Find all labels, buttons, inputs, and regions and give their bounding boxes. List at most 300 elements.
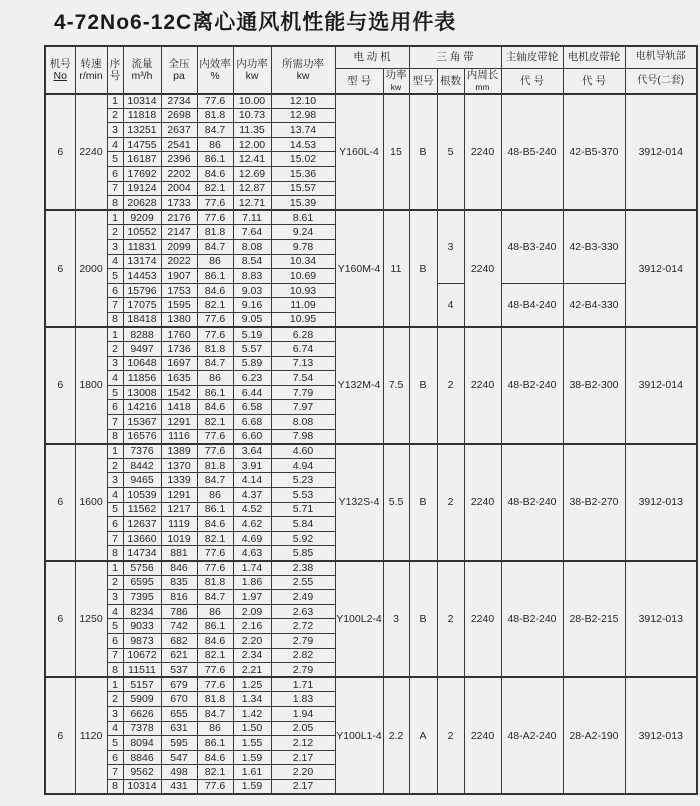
speed-label: 转速: [80, 57, 102, 70]
seq-cell: 1: [107, 94, 123, 109]
flow-cell: 6626: [123, 706, 161, 721]
belt-count-cell: 2: [437, 677, 464, 794]
seq-cell: 7: [107, 765, 123, 780]
seq-cell: 1: [107, 444, 123, 459]
col-header-main-pulley-code: 代 号: [501, 68, 563, 94]
internal-power-cell: 7.11: [233, 210, 271, 225]
seq-cell: 7: [107, 648, 123, 663]
pressure-cell: 881: [161, 546, 197, 561]
seq-cell: 6: [107, 517, 123, 532]
col-header-motor-group: 电 动 机: [335, 46, 409, 68]
seq-cell: 5: [107, 502, 123, 517]
motor-model-cell: Y132M-4: [335, 327, 383, 444]
required-power-cell: 2.20: [271, 765, 335, 780]
internal-power-cell: 12.71: [233, 196, 271, 211]
internal-power-cell: 12.69: [233, 166, 271, 181]
machine-no-cell: 6: [45, 327, 75, 444]
pressure-cell: 2022: [161, 254, 197, 269]
efficiency-cell: 77.6: [197, 663, 233, 678]
motor-model-cell: Y160M-4: [335, 210, 383, 327]
seq-cell: 5: [107, 269, 123, 284]
internal-power-cell: 9.16: [233, 298, 271, 313]
flow-cell: 19124: [123, 181, 161, 196]
required-power-cell: 2.17: [271, 750, 335, 765]
required-power-cell: 5.53: [271, 488, 335, 503]
efficiency-cell: 77.6: [197, 561, 233, 576]
flow-cell: 10648: [123, 356, 161, 371]
pressure-cell: 2147: [161, 225, 197, 240]
flow-cell: 11562: [123, 502, 161, 517]
internal-power-cell: 5.19: [233, 327, 271, 342]
internal-power-cell: 12.00: [233, 137, 271, 152]
internal-power-cell: 2.21: [233, 663, 271, 678]
flow-cell: 11818: [123, 108, 161, 123]
required-power-cell: 2.49: [271, 590, 335, 605]
pressure-cell: 595: [161, 736, 197, 751]
flow-label: 流量: [131, 57, 153, 70]
internal-power-cell: 3.91: [233, 458, 271, 473]
required-power-cell: 2.79: [271, 663, 335, 678]
internal-power-cell: 1.59: [233, 779, 271, 794]
required-power-unit: kw: [296, 69, 310, 82]
flow-cell: 9562: [123, 765, 161, 780]
speed-cell: 1600: [75, 444, 107, 561]
required-power-cell: 7.79: [271, 385, 335, 400]
efficiency-cell: 84.6: [197, 750, 233, 765]
col-header-belt-length: [464, 68, 501, 94]
internal-power-cell: 8.83: [233, 269, 271, 284]
required-power-cell: 2.17: [271, 779, 335, 794]
required-power-cell: 14.53: [271, 137, 335, 152]
motor-power-cell: 3: [383, 561, 409, 678]
required-power-cell: 6.28: [271, 327, 335, 342]
pressure-cell: 631: [161, 721, 197, 736]
internal-power-cell: 6.68: [233, 415, 271, 430]
efficiency-cell: 77.6: [197, 429, 233, 444]
pressure-cell: 547: [161, 750, 197, 765]
pressure-cell: 2734: [161, 94, 197, 109]
pressure-cell: 498: [161, 765, 197, 780]
efficiency-cell: 86.1: [197, 269, 233, 284]
pressure-cell: 1217: [161, 502, 197, 517]
pressure-cell: 1291: [161, 415, 197, 430]
internal-power-cell: 1.42: [233, 706, 271, 721]
flow-cell: 10314: [123, 94, 161, 109]
belt-model-cell: B: [409, 561, 437, 678]
page-title: 4-72No6-12C离心通风机性能与选用件表: [54, 11, 457, 34]
main-pulley-cell: 48-A2-240: [501, 677, 563, 794]
efficiency-cell: 82.1: [197, 648, 233, 663]
belt-model-cell: B: [409, 94, 437, 211]
required-power-cell: 5.71: [271, 502, 335, 517]
required-power-cell: 2.38: [271, 561, 335, 576]
pressure-cell: 1753: [161, 283, 197, 298]
seq-cell: 1: [107, 677, 123, 692]
internal-power-cell: 1.86: [233, 575, 271, 590]
flow-cell: 9033: [123, 619, 161, 634]
belt-length-cell: 2240: [464, 327, 501, 444]
required-power-cell: 2.79: [271, 633, 335, 648]
flow-unit: m³/h: [131, 69, 153, 82]
seq-cell: 8: [107, 312, 123, 327]
required-power-cell: 2.05: [271, 721, 335, 736]
required-power-cell: 8.61: [271, 210, 335, 225]
efficiency-cell: 86: [197, 371, 233, 386]
pressure-cell: 670: [161, 692, 197, 707]
internal-power-cell: 8.08: [233, 239, 271, 254]
seq-cell: 3: [107, 473, 123, 488]
flow-cell: 11511: [123, 663, 161, 678]
seq-cell: 3: [107, 123, 123, 138]
col-header-belt-model: 型号: [409, 68, 437, 94]
required-power-cell: 8.08: [271, 415, 335, 430]
required-power-cell: 4.94: [271, 458, 335, 473]
col-header-required-power: [271, 46, 335, 94]
seq-label-1: 序: [109, 57, 121, 70]
flow-cell: 14453: [123, 269, 161, 284]
seq-cell: 1: [107, 327, 123, 342]
seq-cell: 8: [107, 546, 123, 561]
belt-length-cell: 2240: [464, 444, 501, 561]
efficiency-cell: 84.7: [197, 123, 233, 138]
flow-cell: 7395: [123, 590, 161, 605]
required-power-cell: 1.71: [271, 677, 335, 692]
motor-power-label: 功率: [385, 68, 407, 81]
col-header-rail: 电机导轨部: [625, 46, 697, 68]
flow-cell: 8846: [123, 750, 161, 765]
seq-cell: 2: [107, 108, 123, 123]
pressure-cell: 621: [161, 648, 197, 663]
required-power-cell: 15.36: [271, 166, 335, 181]
machine-no-cell: 6: [45, 94, 75, 211]
col-header-motor-pulley: 电机皮带轮: [563, 46, 625, 68]
efficiency-cell: 86.1: [197, 736, 233, 751]
table-row: [45, 677, 697, 692]
pressure-cell: 846: [161, 561, 197, 576]
col-header-flow: [123, 46, 161, 94]
required-power-cell: 2.82: [271, 648, 335, 663]
internal-power-cell: 4.63: [233, 546, 271, 561]
internal-power-cell: 2.34: [233, 648, 271, 663]
internal-power-cell: 6.44: [233, 385, 271, 400]
seq-cell: 4: [107, 488, 123, 503]
belt-count-cell: 3: [437, 210, 464, 283]
internal-power-cell: 10.73: [233, 108, 271, 123]
pressure-cell: 1119: [161, 517, 197, 532]
internal-power-cell: 1.55: [233, 736, 271, 751]
seq-cell: 4: [107, 604, 123, 619]
internal-power-cell: 10.00: [233, 94, 271, 109]
internal-power-unit: kw: [245, 69, 259, 82]
flow-cell: 16187: [123, 152, 161, 167]
machine-no-unit: No: [53, 69, 67, 82]
required-power-cell: 12.10: [271, 94, 335, 109]
seq-cell: 1: [107, 210, 123, 225]
machine-no-cell: 6: [45, 561, 75, 678]
required-power-cell: 13.74: [271, 123, 335, 138]
efficiency-cell: 77.6: [197, 327, 233, 342]
required-power-label: 所需功率: [282, 57, 324, 70]
seq-cell: 5: [107, 736, 123, 751]
main-pulley-cell: 48-B4-240: [501, 283, 563, 327]
flow-cell: 10539: [123, 488, 161, 503]
efficiency-cell: 86: [197, 604, 233, 619]
required-power-cell: 4.60: [271, 444, 335, 459]
flow-cell: 8442: [123, 458, 161, 473]
table-body: [45, 94, 697, 795]
motor-model-cell: Y100L1-4: [335, 677, 383, 794]
flow-cell: 13174: [123, 254, 161, 269]
flow-cell: 13660: [123, 531, 161, 546]
required-power-cell: 15.57: [271, 181, 335, 196]
efficiency-cell: 86: [197, 254, 233, 269]
flow-cell: 6595: [123, 575, 161, 590]
required-power-cell: 7.54: [271, 371, 335, 386]
seq-cell: 2: [107, 575, 123, 590]
motor-pulley-cell: 42-B3-330: [563, 210, 625, 283]
efficiency-cell: 77.6: [197, 444, 233, 459]
flow-cell: 20628: [123, 196, 161, 211]
efficiency-unit: %: [210, 69, 220, 82]
main-pulley-cell: 48-B5-240: [501, 94, 563, 211]
efficiency-cell: 84.7: [197, 590, 233, 605]
speed-cell: 2240: [75, 94, 107, 211]
belt-model-cell: B: [409, 327, 437, 444]
seq-cell: 3: [107, 706, 123, 721]
speed-cell: 2000: [75, 210, 107, 327]
flow-cell: 8094: [123, 736, 161, 751]
flow-cell: 14755: [123, 137, 161, 152]
pressure-cell: 431: [161, 779, 197, 794]
seq-cell: 3: [107, 356, 123, 371]
pressure-cell: 1380: [161, 312, 197, 327]
internal-power-cell: 3.64: [233, 444, 271, 459]
seq-cell: 6: [107, 633, 123, 648]
belt-count-cell: 2: [437, 327, 464, 444]
seq-cell: 7: [107, 298, 123, 313]
seq-cell: 8: [107, 779, 123, 794]
flow-cell: 5756: [123, 561, 161, 576]
motor-pulley-cell: 42-B5-370: [563, 94, 625, 211]
pressure-cell: 1907: [161, 269, 197, 284]
required-power-cell: 2.12: [271, 736, 335, 751]
seq-cell: 6: [107, 283, 123, 298]
belt-length-cell: 2240: [464, 561, 501, 678]
pressure-cell: 1595: [161, 298, 197, 313]
required-power-cell: 9.78: [271, 239, 335, 254]
pressure-label: 全压: [168, 57, 190, 70]
efficiency-cell: 86.1: [197, 502, 233, 517]
seq-cell: 2: [107, 692, 123, 707]
seq-cell: 7: [107, 415, 123, 430]
flow-cell: 17692: [123, 166, 161, 181]
seq-cell: 7: [107, 531, 123, 546]
efficiency-cell: 82.1: [197, 181, 233, 196]
required-power-cell: 11.09: [271, 298, 335, 313]
efficiency-cell: 86: [197, 721, 233, 736]
pressure-cell: 679: [161, 677, 197, 692]
seq-cell: 6: [107, 400, 123, 415]
machine-no-label: 机号: [49, 57, 71, 70]
flow-cell: 11856: [123, 371, 161, 386]
seq-cell: 8: [107, 196, 123, 211]
internal-power-cell: 4.37: [233, 488, 271, 503]
seq-cell: 4: [107, 254, 123, 269]
motor-model-cell: Y100L2-4: [335, 561, 383, 678]
pressure-cell: 1116: [161, 429, 197, 444]
belt-count-cell: 2: [437, 444, 464, 561]
machine-no-cell: 6: [45, 210, 75, 327]
flow-cell: 14216: [123, 400, 161, 415]
required-power-cell: 10.95: [271, 312, 335, 327]
belt-count-cell: 2: [437, 561, 464, 678]
col-header-motor-pulley-code: 代 号: [563, 68, 625, 94]
pressure-cell: 2176: [161, 210, 197, 225]
rail-cell: 3912-014: [625, 327, 697, 444]
header-row-groups: [45, 46, 697, 68]
belt-length-cell: 2240: [464, 94, 501, 211]
main-pulley-cell: 48-B2-240: [501, 444, 563, 561]
flow-cell: 7378: [123, 721, 161, 736]
flow-cell: 12637: [123, 517, 161, 532]
motor-pulley-cell: 28-B2-215: [563, 561, 625, 678]
flow-cell: 5909: [123, 692, 161, 707]
pressure-cell: 1760: [161, 327, 197, 342]
pressure-cell: 742: [161, 619, 197, 634]
flow-cell: 16576: [123, 429, 161, 444]
belt-model-cell: B: [409, 210, 437, 327]
internal-power-cell: 9.05: [233, 312, 271, 327]
col-header-main-pulley: 主轴皮带轮: [501, 46, 563, 68]
required-power-cell: 10.93: [271, 283, 335, 298]
pressure-cell: 835: [161, 575, 197, 590]
required-power-cell: 2.55: [271, 575, 335, 590]
seq-cell: 6: [107, 166, 123, 181]
speed-cell: 1120: [75, 677, 107, 794]
table-row: [45, 210, 697, 225]
seq-cell: 4: [107, 371, 123, 386]
internal-power-cell: 5.89: [233, 356, 271, 371]
internal-power-cell: 1.74: [233, 561, 271, 576]
rail-cell: 3912-013: [625, 444, 697, 561]
col-header-internal-power: [233, 46, 271, 94]
seq-cell: 5: [107, 385, 123, 400]
internal-power-cell: 1.25: [233, 677, 271, 692]
efficiency-cell: 81.8: [197, 342, 233, 357]
pressure-cell: 2004: [161, 181, 197, 196]
flow-cell: 15367: [123, 415, 161, 430]
efficiency-cell: 86.1: [197, 619, 233, 634]
speed-cell: 1800: [75, 327, 107, 444]
flow-cell: 9497: [123, 342, 161, 357]
belt-model-cell: A: [409, 677, 437, 794]
internal-power-cell: 1.97: [233, 590, 271, 605]
efficiency-cell: 81.8: [197, 225, 233, 240]
efficiency-cell: 84.7: [197, 239, 233, 254]
rail-cell: 3912-014: [625, 94, 697, 211]
col-header-efficiency: [197, 46, 233, 94]
required-power-cell: 9.24: [271, 225, 335, 240]
motor-pulley-cell: 38-B2-300: [563, 327, 625, 444]
pressure-cell: 2396: [161, 152, 197, 167]
machine-no-cell: 6: [45, 677, 75, 794]
internal-power-cell: 11.35: [233, 123, 271, 138]
flow-cell: 7376: [123, 444, 161, 459]
pressure-unit: pa: [173, 69, 185, 82]
flow-cell: 18418: [123, 312, 161, 327]
efficiency-cell: 84.7: [197, 356, 233, 371]
col-header-motor-model: 型 号: [335, 68, 383, 94]
required-power-cell: 10.69: [271, 269, 335, 284]
motor-pulley-cell: 38-B2-270: [563, 444, 625, 561]
pressure-cell: 1389: [161, 444, 197, 459]
efficiency-cell: 84.7: [197, 706, 233, 721]
motor-model-cell: Y160L-4: [335, 94, 383, 211]
main-pulley-cell: 48-B3-240: [501, 210, 563, 283]
flow-cell: 17075: [123, 298, 161, 313]
internal-power-cell: 4.14: [233, 473, 271, 488]
pressure-cell: 1339: [161, 473, 197, 488]
seq-cell: 5: [107, 152, 123, 167]
efficiency-cell: 82.1: [197, 765, 233, 780]
motor-pulley-cell: 28-A2-190: [563, 677, 625, 794]
belt-model-cell: B: [409, 444, 437, 561]
efficiency-cell: 82.1: [197, 298, 233, 313]
pressure-cell: 1370: [161, 458, 197, 473]
seq-cell: 6: [107, 750, 123, 765]
belt-length-unit: mm: [475, 81, 490, 92]
motor-power-cell: 7.5: [383, 327, 409, 444]
belt-length-label: 内周长: [466, 68, 499, 81]
internal-power-cell: 4.62: [233, 517, 271, 532]
efficiency-cell: 77.6: [197, 779, 233, 794]
pressure-cell: 2099: [161, 239, 197, 254]
flow-cell: 13251: [123, 123, 161, 138]
efficiency-cell: 84.6: [197, 400, 233, 415]
required-power-cell: 7.13: [271, 356, 335, 371]
pressure-cell: 1291: [161, 488, 197, 503]
performance-table: [44, 45, 698, 795]
col-header-belt-count: 根数: [437, 68, 464, 94]
seq-cell: 8: [107, 663, 123, 678]
seq-cell: 5: [107, 619, 123, 634]
internal-power-cell: 12.87: [233, 181, 271, 196]
seq-cell: 1: [107, 561, 123, 576]
pressure-cell: 682: [161, 633, 197, 648]
required-power-cell: 10.34: [271, 254, 335, 269]
col-header-pressure: [161, 46, 197, 94]
efficiency-cell: 84.6: [197, 166, 233, 181]
efficiency-cell: 84.6: [197, 517, 233, 532]
flow-cell: 5157: [123, 677, 161, 692]
efficiency-cell: 86.1: [197, 385, 233, 400]
internal-power-cell: 1.59: [233, 750, 271, 765]
pressure-cell: 2541: [161, 137, 197, 152]
pressure-cell: 537: [161, 663, 197, 678]
col-header-speed: [75, 46, 107, 94]
motor-power-unit: kw: [390, 81, 402, 92]
internal-power-cell: 1.34: [233, 692, 271, 707]
efficiency-cell: 77.6: [197, 546, 233, 561]
internal-power-cell: 6.60: [233, 429, 271, 444]
seq-cell: 2: [107, 458, 123, 473]
seq-cell: 4: [107, 137, 123, 152]
col-header-belt-group: 三 角 带: [409, 46, 501, 68]
belt-count-cell: 5: [437, 94, 464, 211]
table-row: [45, 327, 697, 342]
pressure-cell: 1697: [161, 356, 197, 371]
required-power-cell: 15.02: [271, 152, 335, 167]
